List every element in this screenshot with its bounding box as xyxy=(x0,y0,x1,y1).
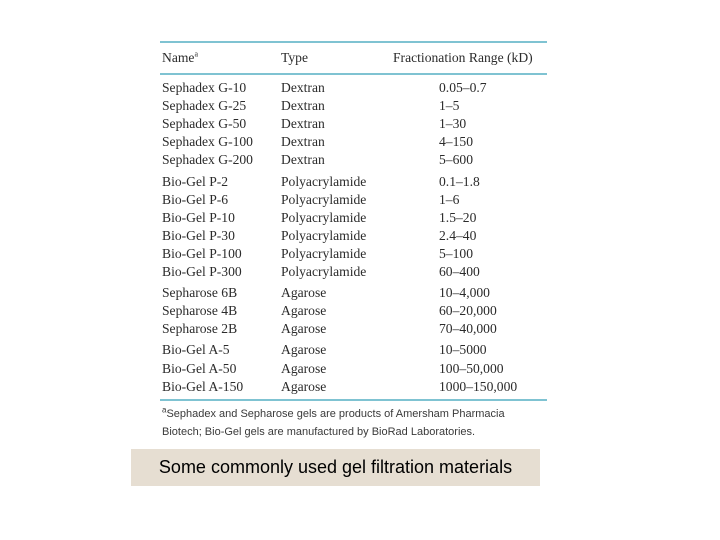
cell-name: Bio-Gel A-50 xyxy=(162,360,237,376)
table-row xyxy=(160,97,547,115)
cell-type: Dextran xyxy=(281,80,325,96)
cell-name: Sephadex G-50 xyxy=(162,116,247,132)
cell-type: Agarose xyxy=(281,378,327,394)
table-row xyxy=(160,302,547,320)
cell-range: 1–5 xyxy=(439,98,460,114)
cell-name: Bio-Gel A-5 xyxy=(162,342,230,358)
cell-range: 5–600 xyxy=(439,152,473,168)
cell-name: Sephadex G-25 xyxy=(162,98,247,114)
cell-type: Polyacrylamide xyxy=(281,245,367,261)
table-row xyxy=(160,263,547,281)
cell-range: 1–6 xyxy=(439,191,460,207)
table-row xyxy=(160,151,547,169)
table-row xyxy=(160,227,547,245)
cell-type: Polyacrylamide xyxy=(281,209,367,225)
cell-name: Sephadex G-200 xyxy=(162,152,253,168)
table-row xyxy=(160,341,547,359)
cell-type: Polyacrylamide xyxy=(281,264,367,280)
table-row xyxy=(160,173,547,191)
cell-range: 10–4,000 xyxy=(439,285,490,301)
cell-name: Bio-Gel P-30 xyxy=(162,227,235,243)
cell-range: 1000–150,000 xyxy=(439,378,518,394)
cell-type: Dextran xyxy=(281,116,325,132)
table-header-row xyxy=(160,49,547,67)
cell-name: Sepharose 6B xyxy=(162,285,238,301)
cell-type: Agarose xyxy=(281,303,327,319)
table-row xyxy=(160,79,547,97)
cell-range: 4–150 xyxy=(439,134,473,150)
table-row xyxy=(160,191,547,209)
slide-caption: Some commonly used gel filtration materials xyxy=(131,449,540,486)
header-footnote-mark: a xyxy=(194,49,199,59)
footnote-line-1: $^a$Sephadex and Sepharose gels are products of Amersham Pharmacia xyxy=(162,405,505,420)
cell-type: Agarose xyxy=(281,321,327,337)
table-row xyxy=(160,209,547,227)
footnote-line-2: Biotech; Bio-Gel gels are manufactured by BioRad Laboratories. xyxy=(162,425,476,438)
cell-range: 0.05–0.7 xyxy=(439,80,487,96)
gel-filtration-table xyxy=(160,41,547,441)
cell-range: 1.5–20 xyxy=(439,209,477,225)
cell-range: 60–20,000 xyxy=(439,303,497,319)
table-row xyxy=(160,320,547,338)
cell-name: Bio-Gel P-2 xyxy=(162,173,229,189)
cell-name: Sephadex G-100 xyxy=(162,134,253,150)
cell-name: Bio-Gel P-6 xyxy=(162,191,229,207)
cell-range: 100–50,000 xyxy=(439,360,504,376)
table-row xyxy=(160,378,547,396)
cell-type: Dextran xyxy=(281,98,325,114)
cell-name: Sepharose 2B xyxy=(162,321,238,337)
table-header-rule xyxy=(160,73,547,75)
footnote-mark: a xyxy=(162,405,167,415)
cell-range: 5–100 xyxy=(439,245,473,261)
table-row xyxy=(160,245,547,263)
cell-range: 60–400 xyxy=(439,264,480,280)
cell-range: 2.4–40 xyxy=(439,227,477,243)
table-row xyxy=(160,360,547,378)
table-row xyxy=(160,115,547,133)
cell-range: 10–5000 xyxy=(439,342,487,358)
cell-type: Dextran xyxy=(281,152,325,168)
header-type: Type xyxy=(281,50,308,65)
cell-range: 1–30 xyxy=(439,116,467,132)
header-range: Fractionation Range (kD) xyxy=(393,50,533,65)
cell-type: Polyacrylamide xyxy=(281,173,367,189)
cell-type: Polyacrylamide xyxy=(281,227,367,243)
cell-name: Bio-Gel P-10 xyxy=(162,209,235,225)
table-top-rule xyxy=(160,41,547,43)
table-row xyxy=(160,133,547,151)
header-name: Name$^a$ xyxy=(162,49,199,65)
table-bottom-rule xyxy=(160,399,547,401)
cell-type: Agarose xyxy=(281,342,327,358)
cell-type: Agarose xyxy=(281,360,327,376)
cell-type: Dextran xyxy=(281,134,325,150)
table-body xyxy=(160,79,547,396)
cell-name: Bio-Gel P-300 xyxy=(162,264,242,280)
cell-type: Agarose xyxy=(281,285,327,301)
cell-type: Polyacrylamide xyxy=(281,191,367,207)
cell-range: 70–40,000 xyxy=(439,321,497,337)
cell-name: Bio-Gel P-100 xyxy=(162,245,242,261)
table-row xyxy=(160,284,547,302)
cell-name: Bio-Gel A-150 xyxy=(162,378,244,394)
cell-name: Sephadex G-10 xyxy=(162,80,247,96)
table-footnote xyxy=(160,405,547,441)
cell-name: Sepharose 4B xyxy=(162,303,238,319)
cell-range: 0.1–1.8 xyxy=(439,173,480,189)
